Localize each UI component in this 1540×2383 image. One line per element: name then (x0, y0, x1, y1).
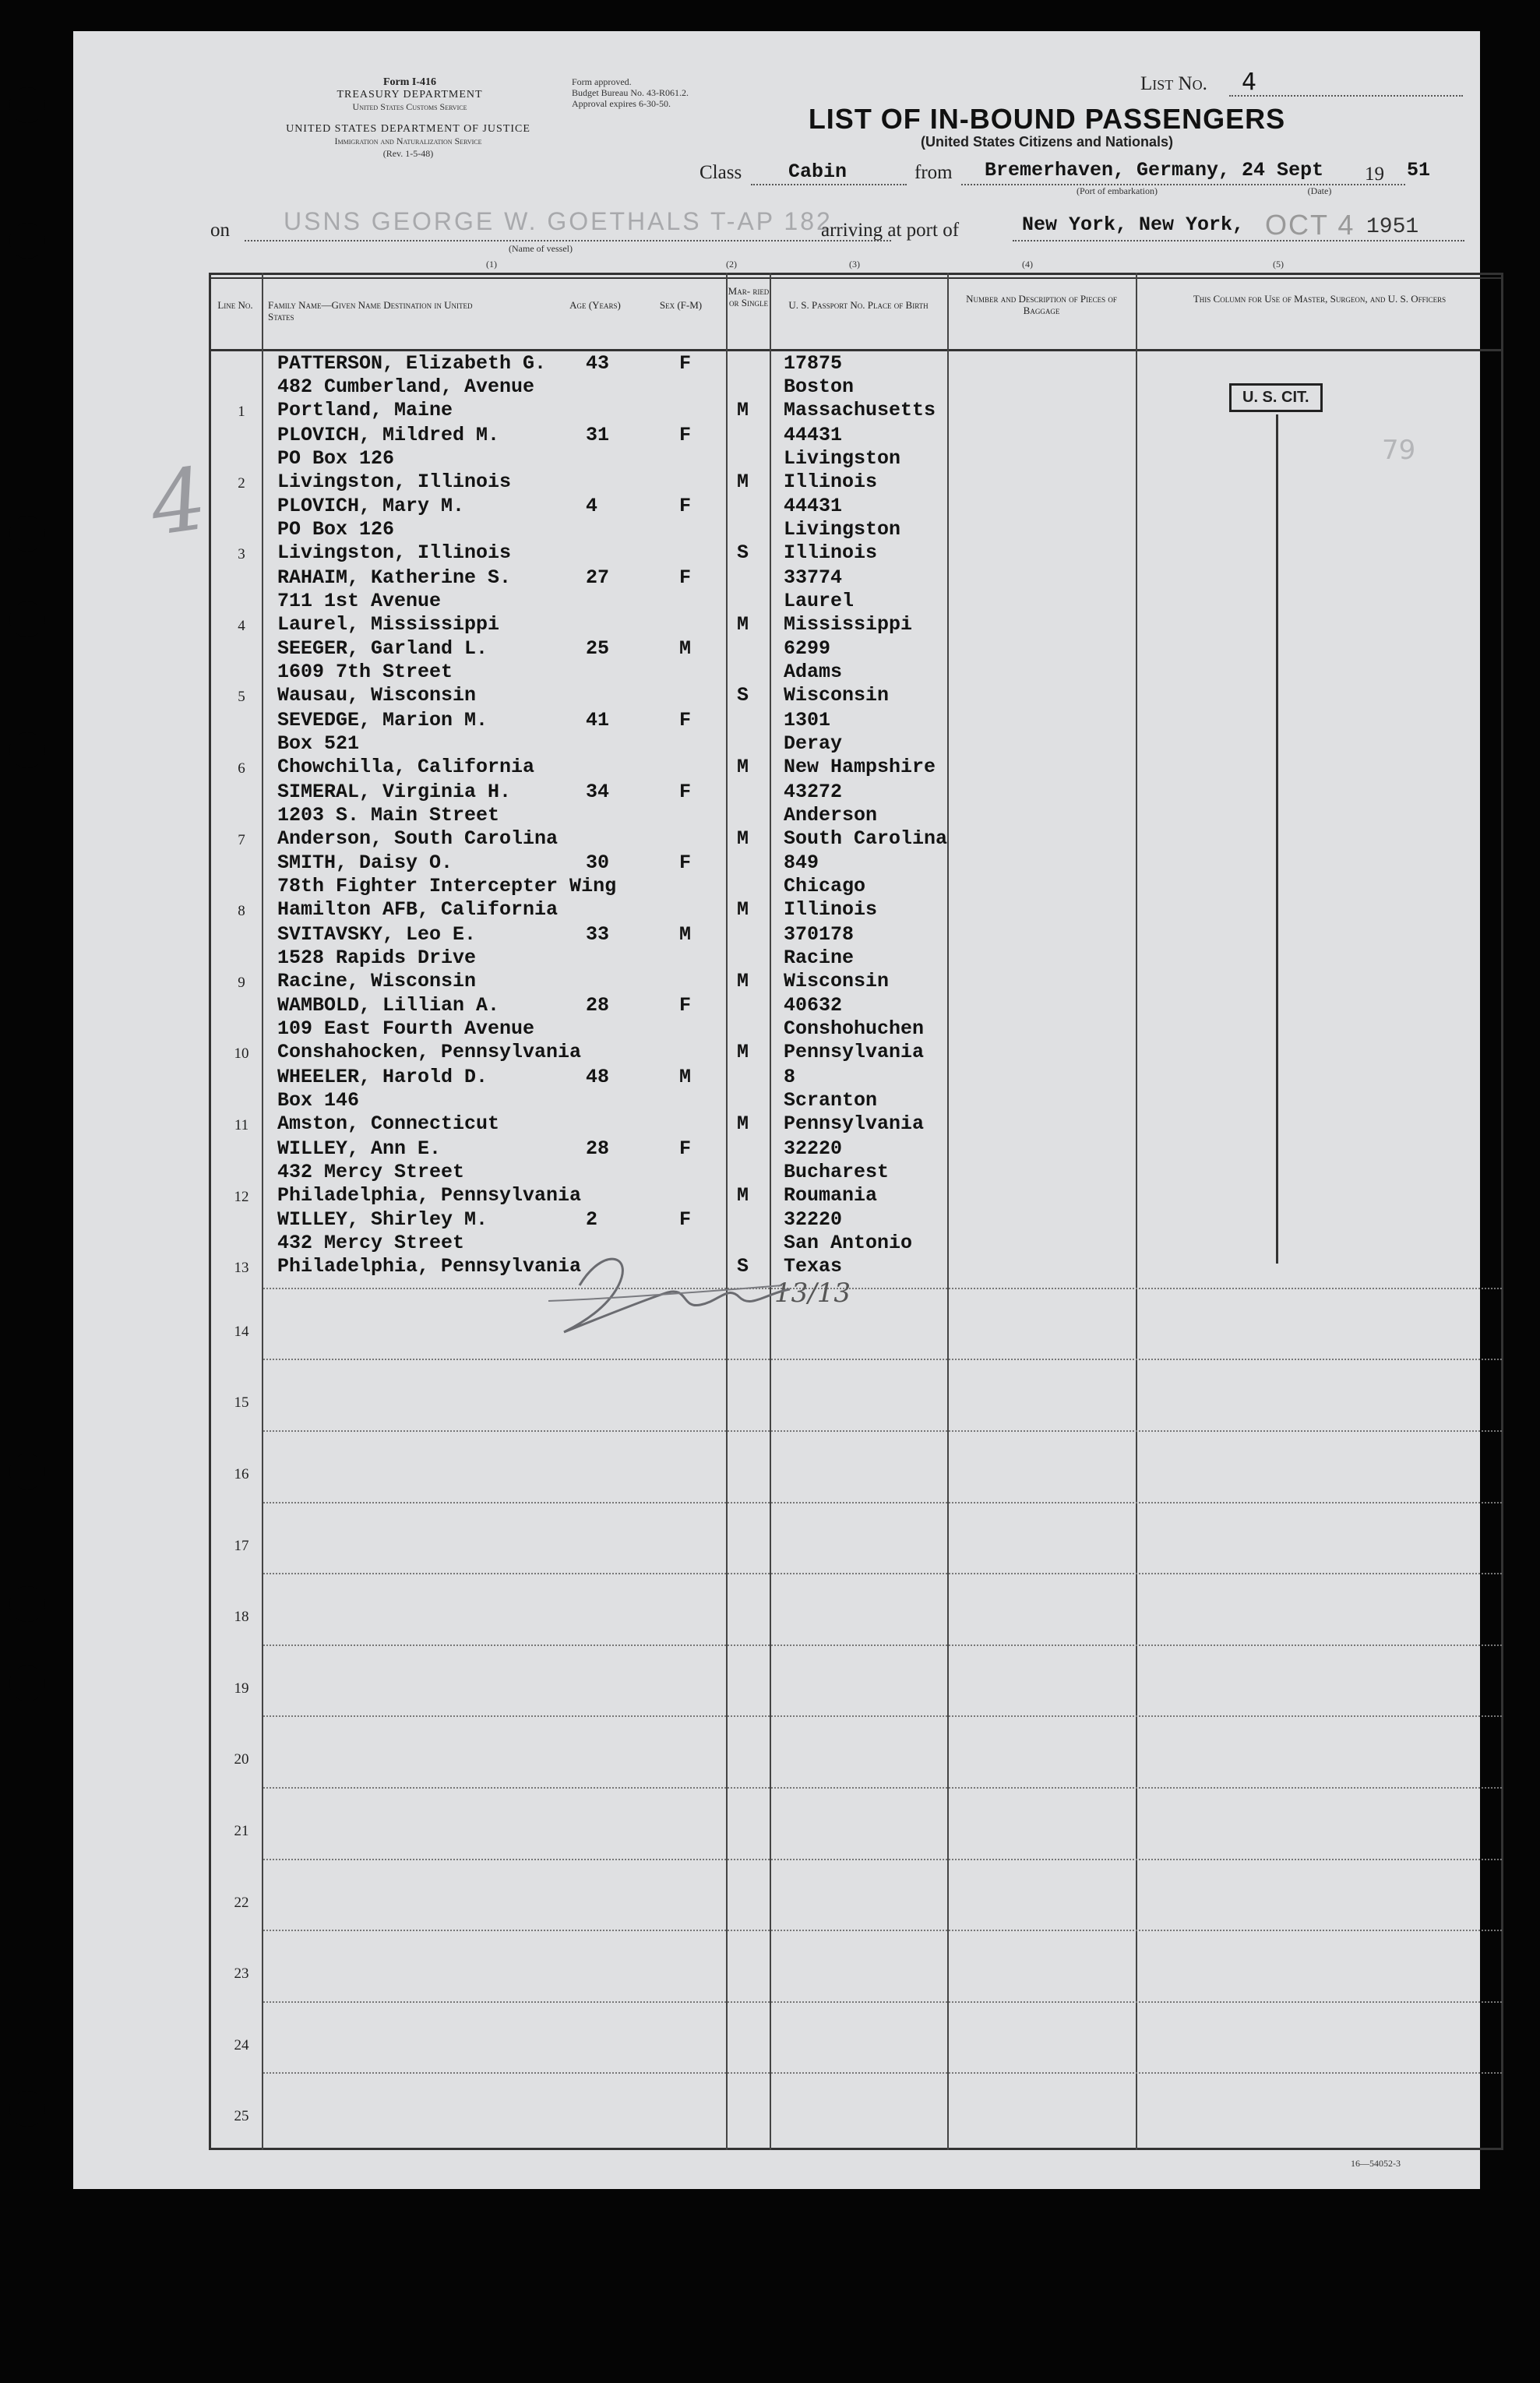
passenger-name: SEEGER, Garland L. (277, 637, 488, 661)
line-number: 8 (238, 903, 245, 920)
from-label: from (914, 162, 953, 183)
birth-city: Livingston (784, 518, 901, 541)
passenger-name: SEVEDGE, Marion M. (277, 709, 488, 731)
passenger-age: 31 (586, 423, 610, 446)
year-value: 51 (1407, 159, 1431, 182)
row-divider (263, 1502, 1502, 1504)
arriving-label: arriving at port of (821, 220, 960, 241)
year-prefix: 19 (1365, 164, 1384, 185)
passenger-sex: F (679, 495, 692, 518)
passenger-city: Portland, Maine (277, 399, 453, 421)
passenger-age: 28 (586, 1137, 610, 1160)
port-caption: (Port of embarkation) (1077, 185, 1158, 196)
page-subtitle: (United States Citizens and Nationals) (920, 134, 1174, 150)
passenger-address: 432 Mercy Street (277, 1232, 465, 1255)
passenger-age: 25 (586, 637, 610, 661)
passport-number: 32220 (784, 1208, 843, 1232)
marital-status: M (737, 470, 749, 493)
line-number: 5 (238, 689, 245, 706)
passenger-age: 41 (586, 709, 610, 731)
birth-city: Chicago (784, 875, 866, 898)
signature (533, 1231, 829, 1348)
passenger-name: SMITH, Daisy O. (277, 851, 453, 875)
treasury-dept: TREASURY DEPARTMENT (337, 89, 483, 100)
customs-service: United States Customs Service (352, 101, 467, 112)
line-number: 18 (234, 1609, 249, 1626)
birth-city: Anderson (784, 803, 878, 827)
passenger-address: 432 Mercy Street (277, 1160, 465, 1183)
passenger-sex: F (679, 1208, 692, 1232)
marital-status: M (737, 827, 749, 850)
passenger-city: Wausau, Wisconsin (277, 684, 477, 707)
margin-mark: 4 (144, 448, 213, 555)
punch-hole (9, 223, 45, 259)
header-married: Mar- ried or Single (728, 285, 770, 308)
birth-state: Massachusetts (784, 399, 936, 421)
passenger-city: Livingston, Illinois (277, 470, 512, 493)
line-number: 14 (234, 1323, 249, 1340)
passport-number: 370178 (784, 922, 855, 946)
handwritten-count: 13/13 (774, 1278, 851, 1309)
punch-hole (9, 1454, 45, 1489)
marital-status: S (737, 684, 749, 707)
col-num-3: (3) (849, 259, 860, 270)
passenger-address: 1609 7th Street (277, 661, 453, 684)
col-num-2: (2) (726, 259, 737, 270)
row-divider (263, 1715, 1502, 1718)
passenger-city: Conshahocken, Pennsylvania (277, 1041, 582, 1064)
passenger-age: 27 (586, 566, 610, 589)
birth-state: New Hampshire (784, 756, 936, 778)
passenger-age: 34 (586, 780, 610, 803)
passenger-age: 4 (586, 495, 598, 518)
birth-state: Wisconsin (784, 969, 890, 992)
birth-city: Bucharest (784, 1160, 890, 1183)
vessel-name: USNS GEORGE W. GOETHALS T-AP 182 (284, 207, 833, 235)
passenger-sex: F (679, 780, 692, 803)
birth-state: Mississippi (784, 612, 913, 636)
passenger-age: 2 (586, 1208, 598, 1232)
birth-city: San Antonio (784, 1232, 913, 1255)
passport-number: 1301 (784, 709, 831, 731)
line-number: 19 (234, 1680, 249, 1697)
passenger-address: PO Box 126 (277, 518, 395, 541)
faint-number: 79 (1382, 435, 1416, 466)
passenger-city: Racine, Wisconsin (277, 969, 477, 992)
header-passport: U. S. Passport No. Place of Birth (788, 299, 929, 311)
passenger-sex: F (679, 566, 692, 589)
punch-hole (9, 601, 45, 637)
on-label: on (210, 220, 230, 241)
row-divider (263, 1359, 1502, 1361)
passport-number: 32220 (784, 1137, 843, 1160)
row-divider (263, 1930, 1502, 1932)
line-number: 1 (238, 404, 245, 420)
passport-number: 849 (784, 851, 819, 875)
row-divider (263, 1288, 1502, 1290)
line-number: 22 (234, 1894, 249, 1911)
passport-number: 17875 (784, 352, 843, 375)
passenger-name: PATTERSON, Elizabeth G. (277, 352, 547, 375)
page-title: LIST OF IN-BOUND PASSENGERS (808, 103, 1286, 135)
vessel-caption: (Name of vessel) (509, 243, 573, 254)
punch-hole (9, 516, 45, 552)
passenger-city: Philadelphia, Pennsylvania (277, 1255, 582, 1278)
passenger-age: 33 (586, 922, 610, 946)
passenger-address: 482 Cumberland, Avenue (277, 375, 535, 398)
marital-status: S (737, 541, 749, 565)
arrival-year: 1951 (1366, 215, 1419, 239)
marital-status: M (737, 1041, 749, 1064)
passenger-age: 43 (586, 352, 610, 375)
birth-state: Roumania (784, 1183, 878, 1207)
passenger-city: Amston, Connecticut (277, 1112, 500, 1135)
birth-state: Pennsylvania (784, 1112, 925, 1135)
from-value: Bremerhaven, Germany, 24 Sept (985, 159, 1324, 182)
line-number: 12 (234, 1188, 249, 1205)
marital-status: M (737, 1183, 749, 1207)
row-divider (263, 1859, 1502, 1861)
passenger-sex: M (679, 922, 692, 946)
passport-number: 8 (784, 1066, 796, 1088)
row-divider (263, 2001, 1502, 2004)
passenger-city: Philadelphia, Pennsylvania (277, 1183, 582, 1207)
passport-number: 40632 (784, 994, 843, 1017)
date-caption: (Date) (1307, 185, 1332, 196)
passenger-name: PLOVICH, Mary M. (277, 495, 465, 518)
passenger-sex: F (679, 423, 692, 446)
birth-city: Laurel (784, 589, 855, 612)
approval-1: Form approved. (572, 76, 632, 87)
list-no-value: 4 (1242, 69, 1257, 96)
birth-city: Boston (784, 375, 855, 398)
approval-3: Approval expires 6-30-50. (572, 98, 671, 109)
birth-state: Illinois (784, 541, 878, 565)
marital-status: M (737, 898, 749, 922)
birth-state: South Carolina (784, 827, 948, 850)
passenger-sex: F (679, 851, 692, 875)
punch-hole (9, 732, 45, 768)
line-number: 4 (238, 617, 245, 634)
row-divider (263, 1430, 1502, 1433)
birth-city: Scranton (784, 1089, 878, 1112)
passenger-sex: F (679, 994, 692, 1017)
line-number: 17 (234, 1537, 249, 1554)
passenger-name: RAHAIM, Katherine S. (277, 566, 512, 589)
marital-status: S (737, 1255, 749, 1278)
passport-number: 44431 (784, 423, 843, 446)
passenger-city: Hamilton AFB, California (277, 898, 559, 922)
approval-2: Budget Bureau No. 43-R061.2. (572, 87, 689, 98)
line-number: 23 (234, 1965, 249, 1983)
passport-number: 6299 (784, 637, 831, 661)
punch-hole (9, 1586, 45, 1622)
passenger-city: Anderson, South Carolina (277, 827, 559, 850)
passenger-name: WILLEY, Shirley M. (277, 1208, 488, 1232)
line-number: 25 (234, 2108, 249, 2125)
class-label: Class (700, 162, 742, 183)
birth-state: Texas (784, 1255, 843, 1278)
row-divider (263, 1644, 1502, 1647)
line-number: 3 (238, 546, 245, 563)
line-number: 15 (234, 1394, 249, 1412)
punch-hole (9, 87, 45, 123)
list-no-label: List No. (1140, 73, 1207, 94)
header-age: Age (Years) (569, 299, 621, 311)
us-citizen-stamp: U. S. CIT. (1229, 383, 1323, 412)
line-number: 16 (234, 1466, 249, 1482)
passenger-sex: M (679, 637, 692, 661)
birth-city: Livingston (784, 446, 901, 470)
ins-service: Immigration and Naturalization Service (334, 136, 482, 146)
birth-city: Adams (784, 661, 843, 684)
col-num-5: (5) (1273, 259, 1284, 270)
birth-city: Racine (784, 946, 855, 969)
punch-hole (9, 2091, 45, 2127)
marital-status: M (737, 756, 749, 778)
passenger-city: Livingston, Illinois (277, 541, 512, 565)
passenger-name: SVITAVSKY, Leo E. (277, 922, 477, 946)
passenger-age: 48 (586, 1066, 610, 1088)
passenger-city: Laurel, Mississippi (277, 612, 500, 636)
passenger-address: PO Box 126 (277, 446, 395, 470)
passenger-sex: F (679, 1137, 692, 1160)
revision: (Rev. 1-5-48) (382, 148, 434, 159)
birth-state: Illinois (784, 898, 878, 922)
birth-state: Wisconsin (784, 684, 890, 707)
line-number: 2 (238, 474, 245, 492)
passenger-address: 1203 S. Main Street (277, 803, 500, 827)
line-number: 21 (234, 1823, 249, 1839)
punch-hole (9, 1666, 45, 1701)
header-officers: This Column for Use of Master, Surgeon, and U. S. Officers (1193, 293, 1447, 305)
manifest-page (73, 31, 1480, 2189)
birth-state: Pennsylvania (784, 1041, 925, 1064)
passenger-address: Box 521 (277, 732, 360, 755)
birth-city: Deray (784, 732, 843, 755)
birth-city: Conshohuchen (784, 1017, 925, 1041)
header-line-no: Line No. (217, 299, 253, 311)
header-baggage: Number and Description of Pieces of Baggage (966, 293, 1117, 316)
line-number: 11 (234, 1117, 249, 1133)
line-number: 10 (234, 1045, 249, 1063)
row-divider (263, 1787, 1502, 1789)
passenger-sex: F (679, 709, 692, 731)
stamp-bracket-line (1276, 414, 1278, 1264)
passenger-address: 109 East Fourth Avenue (277, 1017, 535, 1041)
line-number: 13 (234, 1260, 249, 1277)
line-number: 20 (234, 1751, 249, 1768)
passenger-name: WILLEY, Ann E. (277, 1137, 442, 1160)
passenger-sex: F (679, 352, 692, 375)
row-divider (263, 2072, 1502, 2075)
passenger-name: PLOVICH, Mildred M. (277, 423, 500, 446)
line-number: 9 (238, 974, 245, 991)
passenger-age: 30 (586, 851, 610, 875)
marital-status: M (737, 1112, 749, 1135)
justice-dept: UNITED STATES DEPARTMENT OF JUSTICE (286, 123, 530, 135)
line-number: 24 (234, 2036, 249, 2053)
marital-status: M (737, 612, 749, 636)
line-number: 7 (238, 831, 245, 848)
passenger-name: WHEELER, Harold D. (277, 1066, 488, 1088)
passenger-address: 1528 Rapids Drive (277, 946, 477, 969)
class-value: Cabin (788, 160, 848, 183)
row-divider (263, 1573, 1502, 1575)
col-num-1: (1) (486, 259, 497, 270)
passenger-age: 28 (586, 994, 610, 1017)
passenger-address: 711 1st Avenue (277, 589, 442, 612)
passenger-address: 78th Fighter Intercepter Wing (277, 875, 617, 898)
passenger-sex: M (679, 1066, 692, 1088)
marital-status: M (737, 969, 749, 992)
col-num-4: (4) (1022, 259, 1033, 270)
passport-number: 44431 (784, 495, 843, 518)
passenger-city: Chowchilla, California (277, 756, 535, 778)
passenger-name: WAMBOLD, Lillian A. (277, 994, 500, 1017)
arrival-port: New York, New York, (1022, 213, 1245, 236)
arrival-date-stamp: OCT 4 (1265, 209, 1355, 241)
footer-code: 16—54052-3 (1351, 2158, 1401, 2169)
passport-number: 33774 (784, 566, 843, 589)
birth-state: Illinois (784, 470, 878, 493)
marital-status: M (737, 399, 749, 421)
line-number: 6 (238, 760, 245, 777)
passport-number: 43272 (784, 780, 843, 803)
header-name: Family Name—Given Name Destination in United States (268, 299, 473, 323)
form-number: Form I-416 (382, 76, 437, 88)
passenger-name: SIMERAL, Virginia H. (277, 780, 512, 803)
passenger-address: Box 146 (277, 1089, 360, 1112)
header-sex: Sex (F-M) (659, 299, 703, 311)
